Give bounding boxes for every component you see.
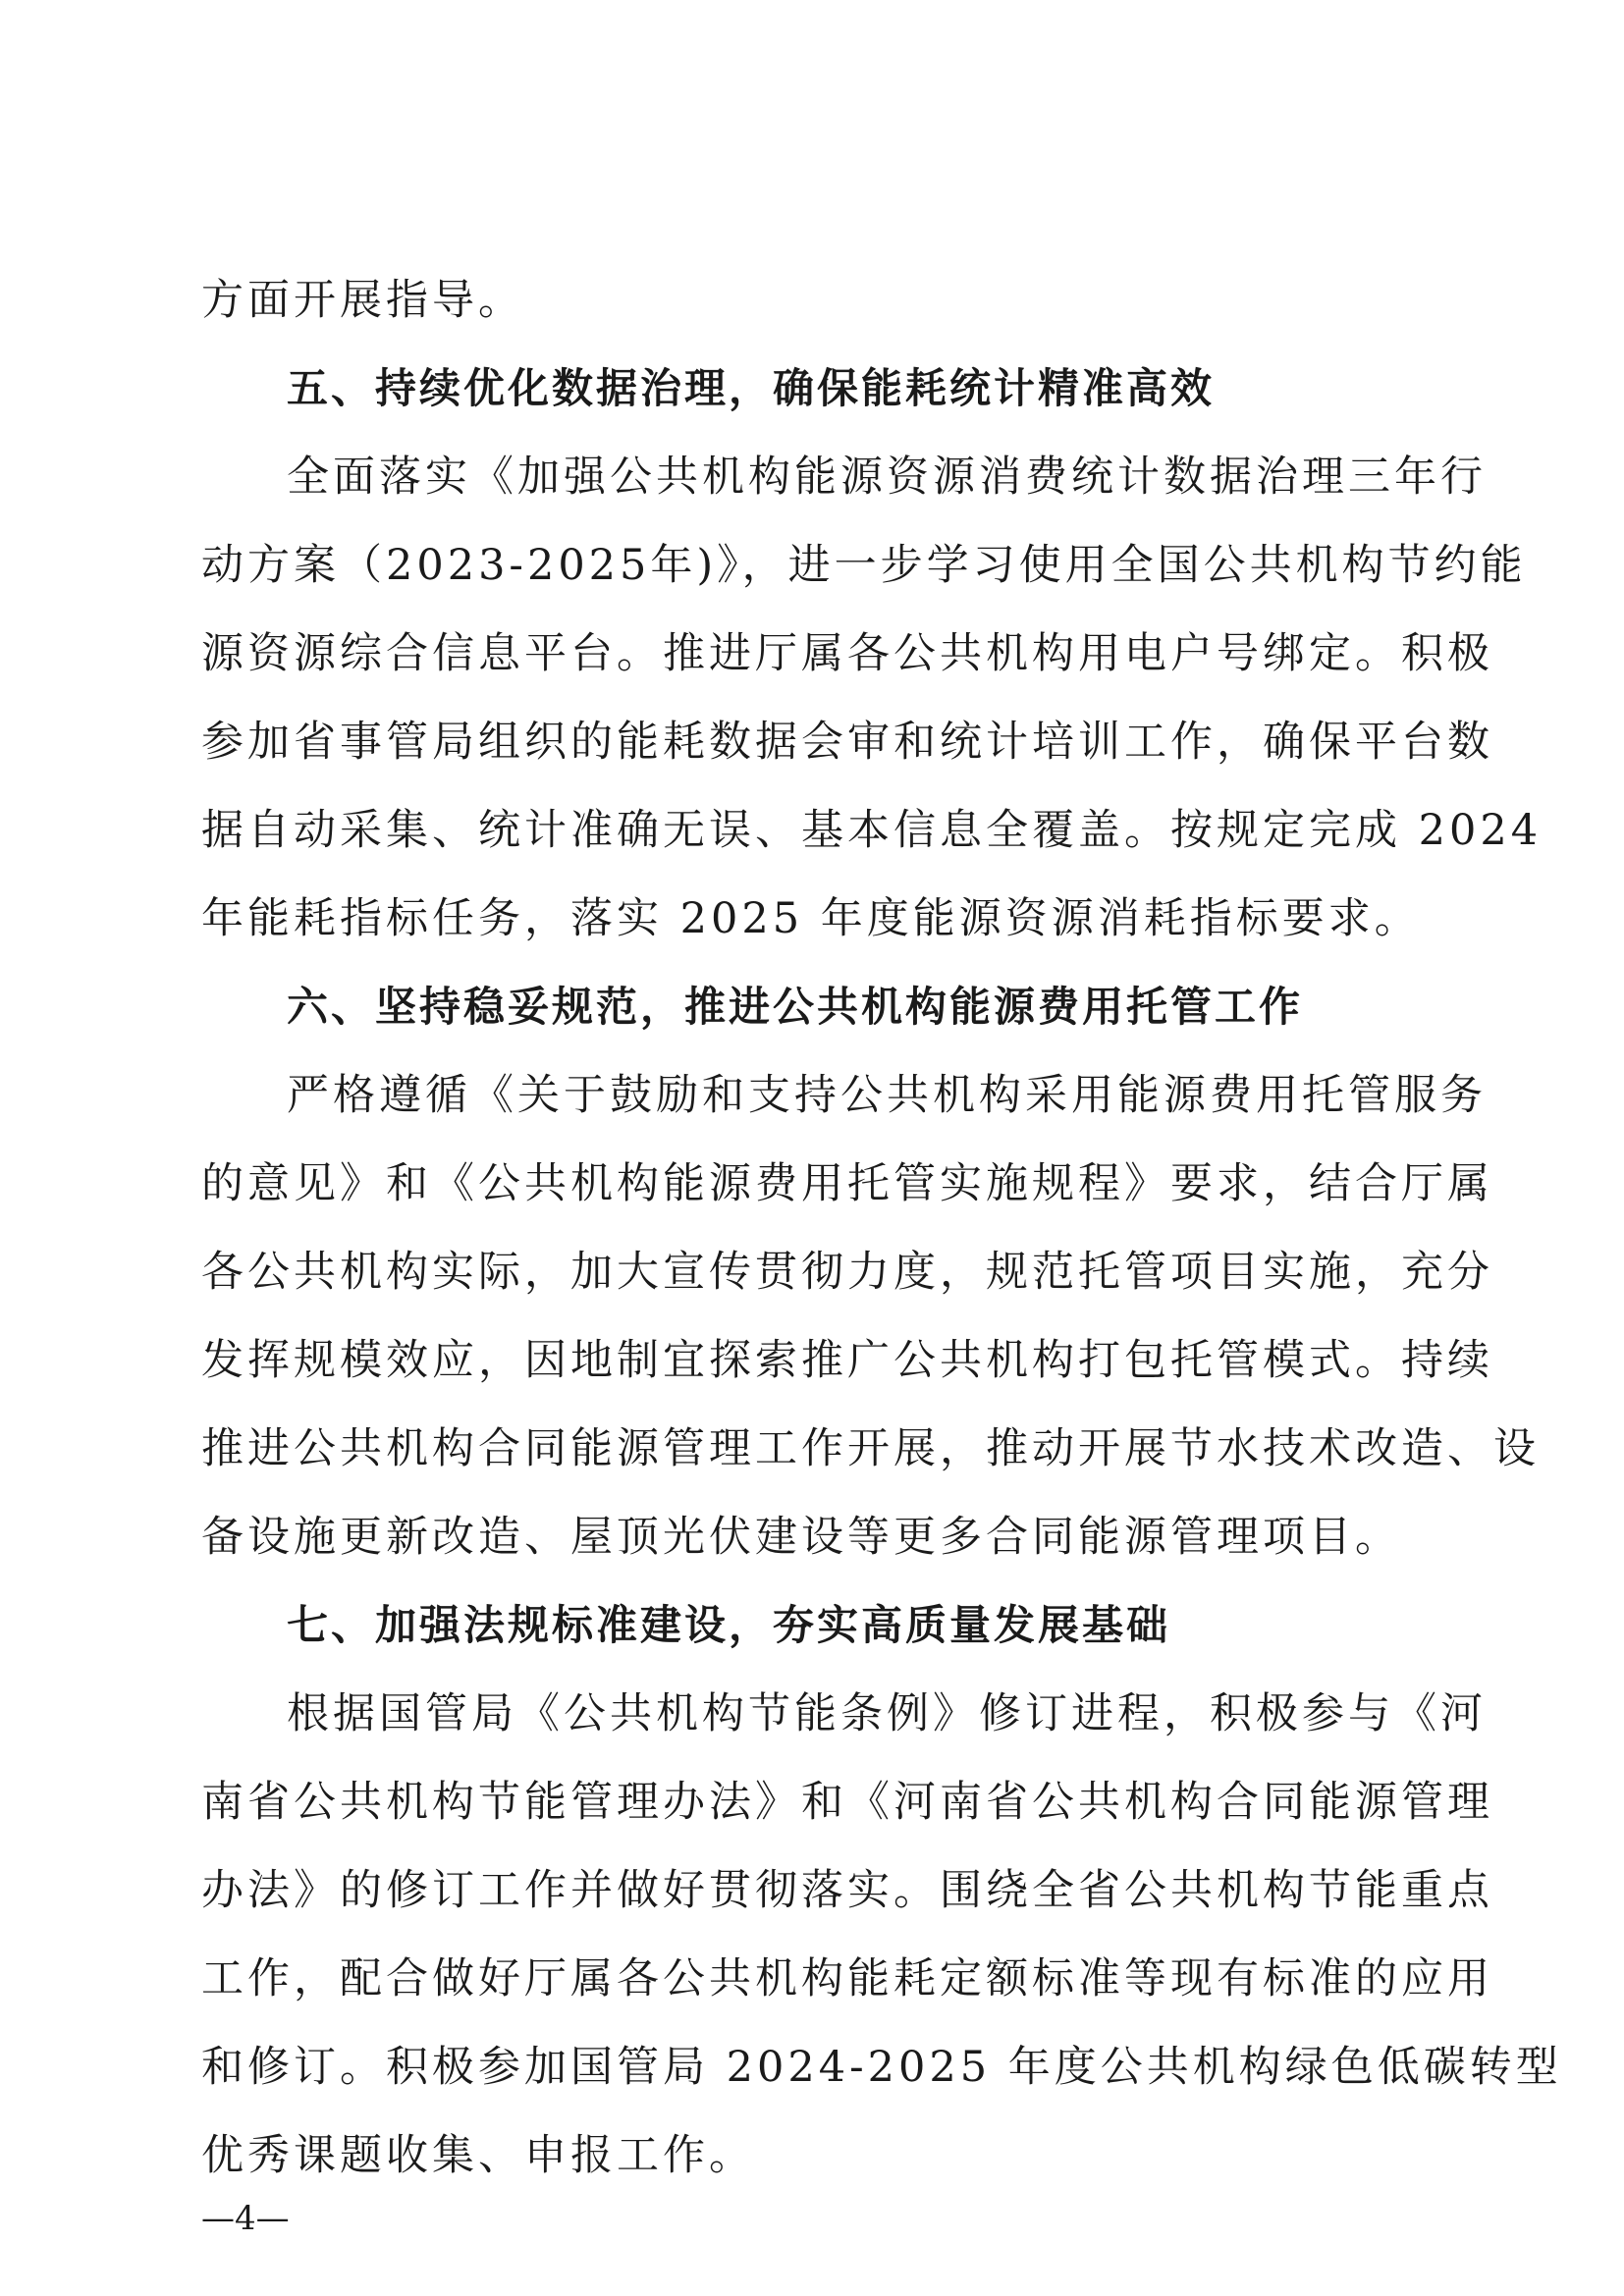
paragraph-line: 各公共机构实际，加大宣传贯彻力度，规范托管项目实施，充分: [201, 1248, 1493, 1297]
section-heading-7: 七、加强法规标准建设，夯实高质量发展基础: [287, 1601, 1171, 1649]
paragraph-line: 严格遵循《关于鼓励和支持公共机构采用能源费用托管服务: [287, 1071, 1487, 1120]
paragraph-line: 推进公共机构合同能源管理工作开展，推动开展节水技术改造、设: [201, 1424, 1540, 1473]
paragraph-line: 办法》的修订工作并做好贯彻落实。围绕全省公共机构节能重点: [201, 1866, 1493, 1915]
paragraph-line: 的意见》和《公共机构能源费用托管实施规程》要求，结合厅属: [201, 1159, 1493, 1208]
paragraph-line: 年能耗指标任务，落实 2025 年度能源资源消耗指标要求。: [201, 894, 1421, 943]
paragraph-line: 备设施更新改造、屋顶光伏建设等更多合同能源管理项目。: [201, 1513, 1401, 1562]
paragraph-line: 动方案（2023-2025年)》，进一步学习使用全国公共机构节约能: [201, 541, 1527, 590]
paragraph-line: 方面开展指导。: [201, 276, 524, 325]
paragraph-line: 和修订。积极参加国管局 2024-2025 年度公共机构绿色低碳转型: [201, 2043, 1562, 2092]
paragraph-line: 南省公共机构节能管理办法》和《河南省公共机构合同能源管理: [201, 1778, 1493, 1827]
paragraph-line: 发挥规模效应，因地制宜探索推广公共机构打包托管模式。持续: [201, 1336, 1493, 1385]
paragraph-line: 根据国管局《公共机构节能条例》修订进程，积极参与《河: [287, 1689, 1487, 1738]
section-heading-5: 五、持续优化数据治理，确保能耗统计精准高效: [287, 364, 1216, 412]
section-heading-6: 六、坚持稳妥规范，推进公共机构能源费用托管工作: [287, 983, 1304, 1031]
paragraph-line: 据自动采集、统计准确无误、基本信息全覆盖。按规定完成 2024: [201, 806, 1543, 855]
paragraph-line: 工作，配合做好厅属各公共机构能耗定额标准等现有标准的应用: [201, 1954, 1493, 2003]
paragraph-line: 参加省事管局组织的能耗数据会审和统计培训工作，确保平台数: [201, 718, 1493, 767]
paragraph-line: 源资源综合信息平台。推进厅属各公共机构用电户号绑定。积极: [201, 629, 1493, 678]
page-number: —4—: [201, 2199, 290, 2238]
paragraph-line: 全面落实《加强公共机构能源资源消费统计数据治理三年行: [287, 453, 1487, 502]
paragraph-line: 优秀课题收集、申报工作。: [201, 2131, 755, 2180]
